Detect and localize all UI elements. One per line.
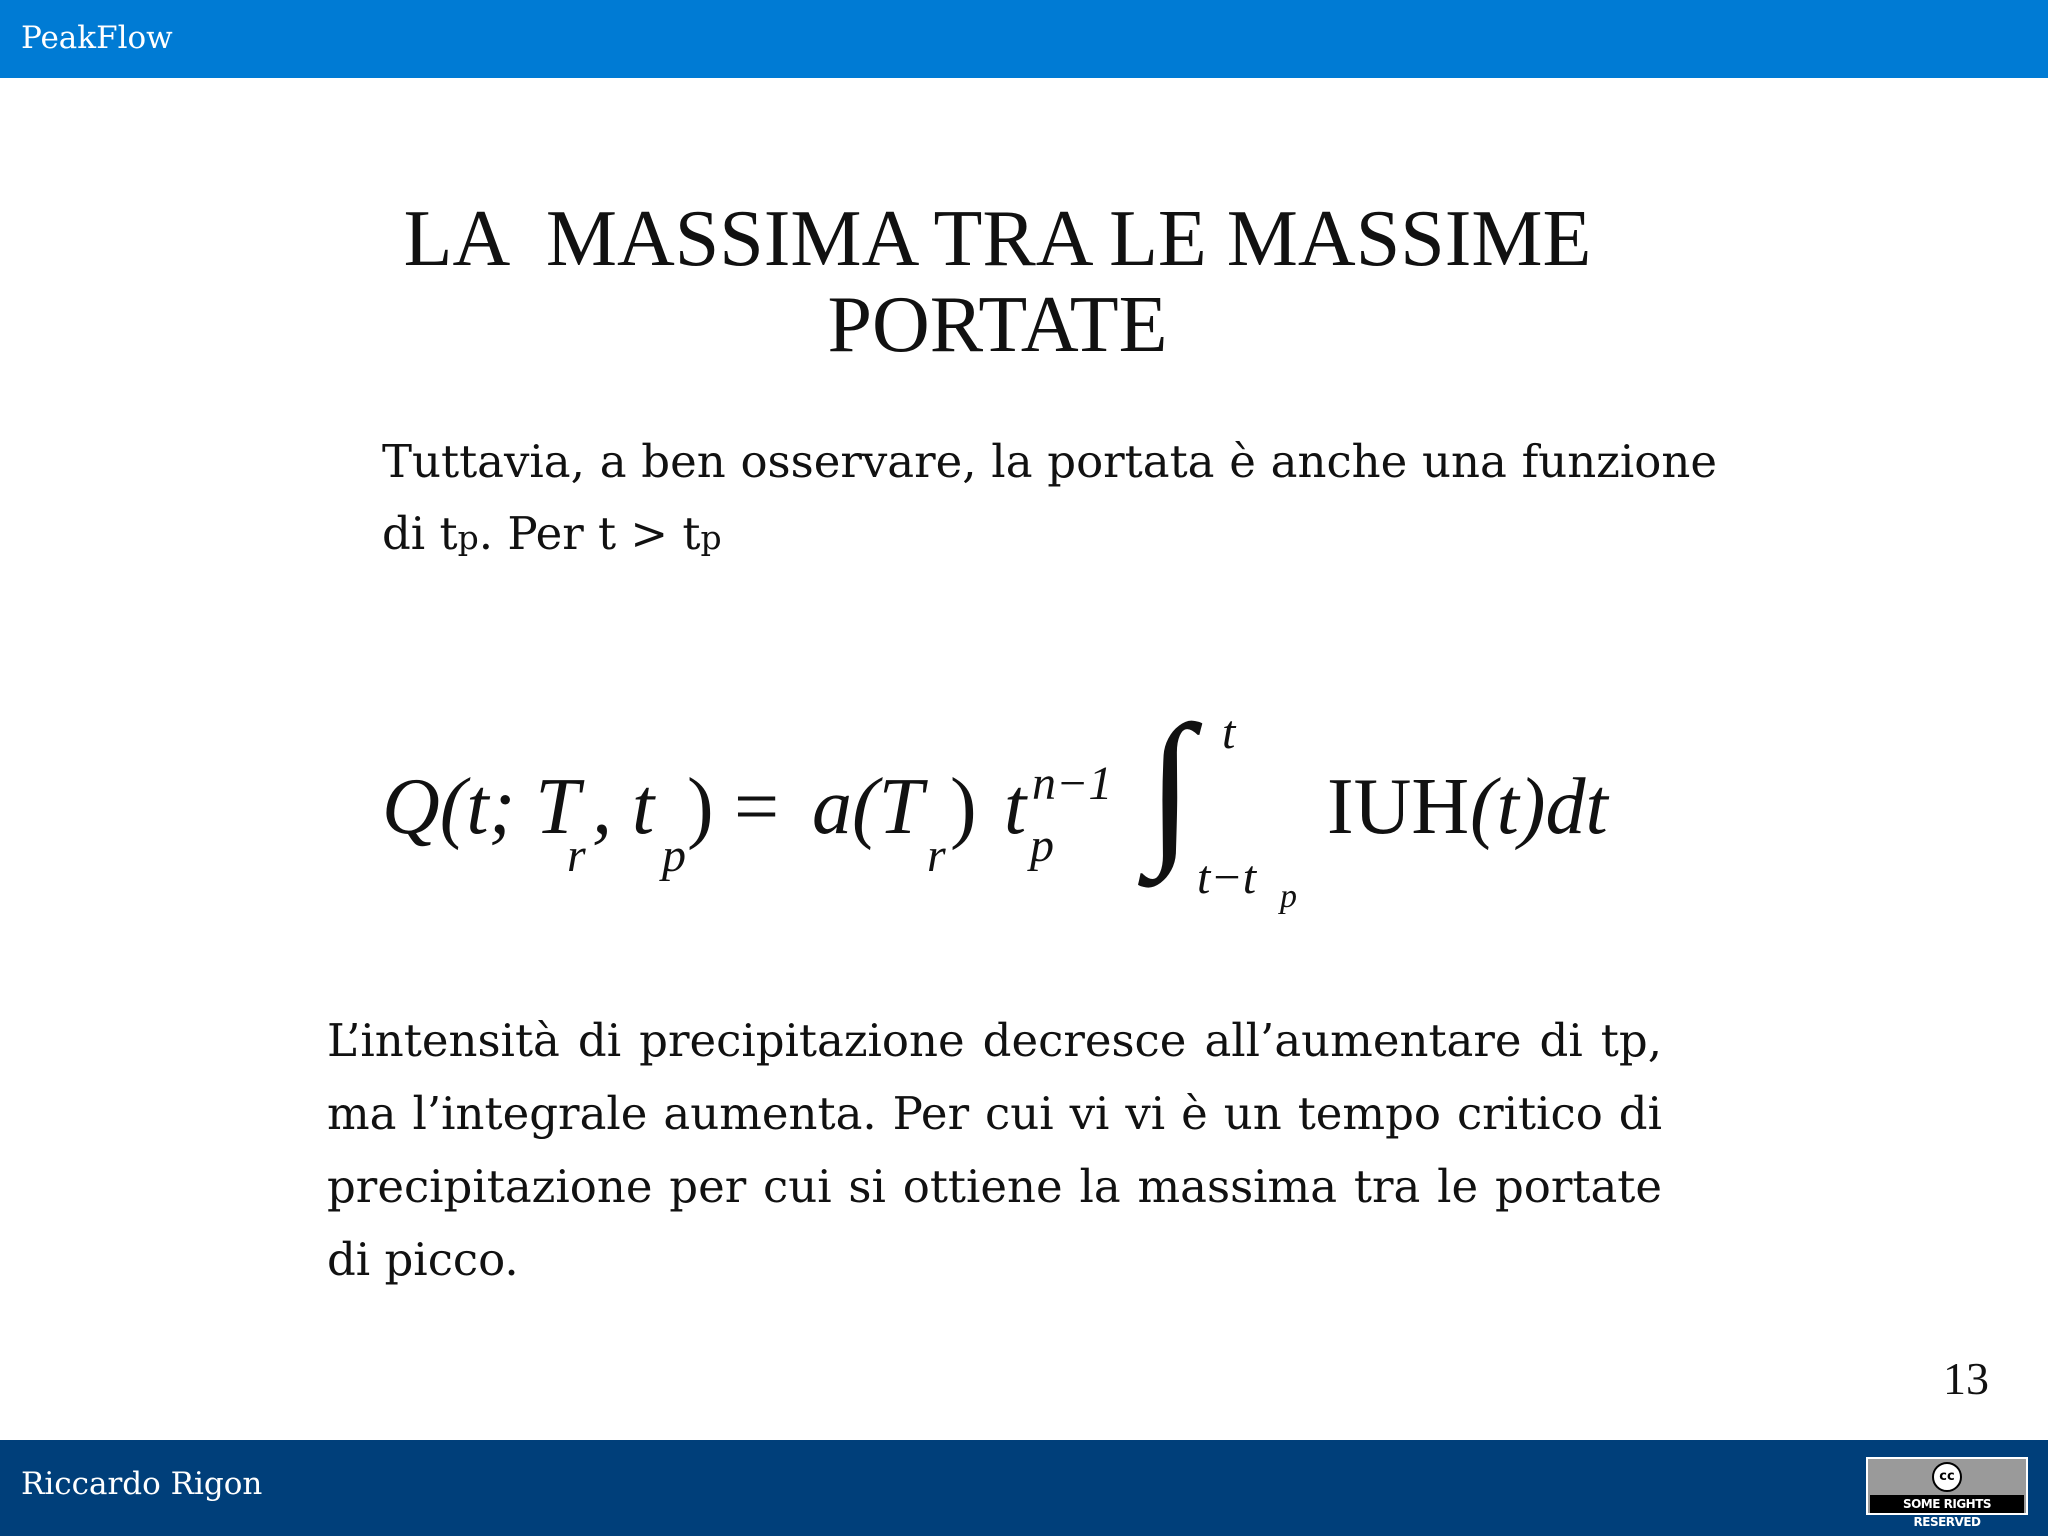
formula-integrand-rest: (t)dt [1470, 763, 1608, 851]
header-title: PeakFlow [21, 20, 173, 56]
header-bar [0, 0, 2048, 78]
footer-author: Riccardo Rigon [21, 1466, 263, 1502]
formula-lhs: Q(t; T [382, 763, 580, 851]
formula-lhs-sub-p: p [662, 829, 686, 882]
formula-lhs-close: ) [687, 763, 714, 851]
intro-subscript-a: p [457, 518, 479, 557]
formula-rhs-t-sub: p [1030, 819, 1054, 872]
formula-rhs-t-sup: n−1 [1032, 757, 1113, 810]
slide-title [0, 196, 1995, 368]
formula-lhs-sub-r: r [567, 829, 586, 882]
formula-integral-sign: ∫ [1147, 691, 1194, 879]
formula-rhs-a-close: ) [950, 763, 977, 851]
creative-commons-icon[interactable] [1866, 1457, 2028, 1529]
license-text: SOME RIGHTS RESERVED [1870, 1495, 2024, 1513]
cc-logo: cc [1932, 1462, 1962, 1492]
intro-paragraph [382, 426, 1717, 574]
formula-rhs-t: t [1004, 763, 1027, 851]
formula-integrand-iuh: IUH [1327, 763, 1470, 851]
intro-text-a: Tuttavia, a ben osservare, la portata è anche una funzione di t [382, 435, 1717, 560]
slide-title-line-1: LA MASSIMA TRA LE MASSIME [403, 195, 1592, 283]
formula-integral-lower: t−t [1197, 851, 1257, 904]
formula-equals: = [734, 763, 780, 851]
peak-flow-formula [382, 691, 1682, 930]
intro-subscript-b: p [700, 518, 722, 557]
footer-bar [0, 1440, 2048, 1536]
conclusion-paragraph: L’intensità di precipitazione decresce all’aumentare di tp, ma l’integrale aumenta. Per cui vi vi è un tempo critico di precipitazione per cui si ottiene la massima tra le portate di picco. [327, 1014, 1662, 1286]
formula-integral-lower-sub: p [1280, 878, 1297, 915]
slide-title-line-2: PORTATE [827, 281, 1168, 369]
formula-lhs-mid: , t [592, 763, 655, 851]
intro-text-b: . Per t > t [478, 507, 701, 560]
page-number: 13 [1943, 1353, 1989, 1404]
formula-integral-upper: t [1222, 706, 1236, 759]
formula-rhs-a-sub: r [927, 829, 946, 882]
formula-rhs-a: a(T [812, 763, 924, 851]
